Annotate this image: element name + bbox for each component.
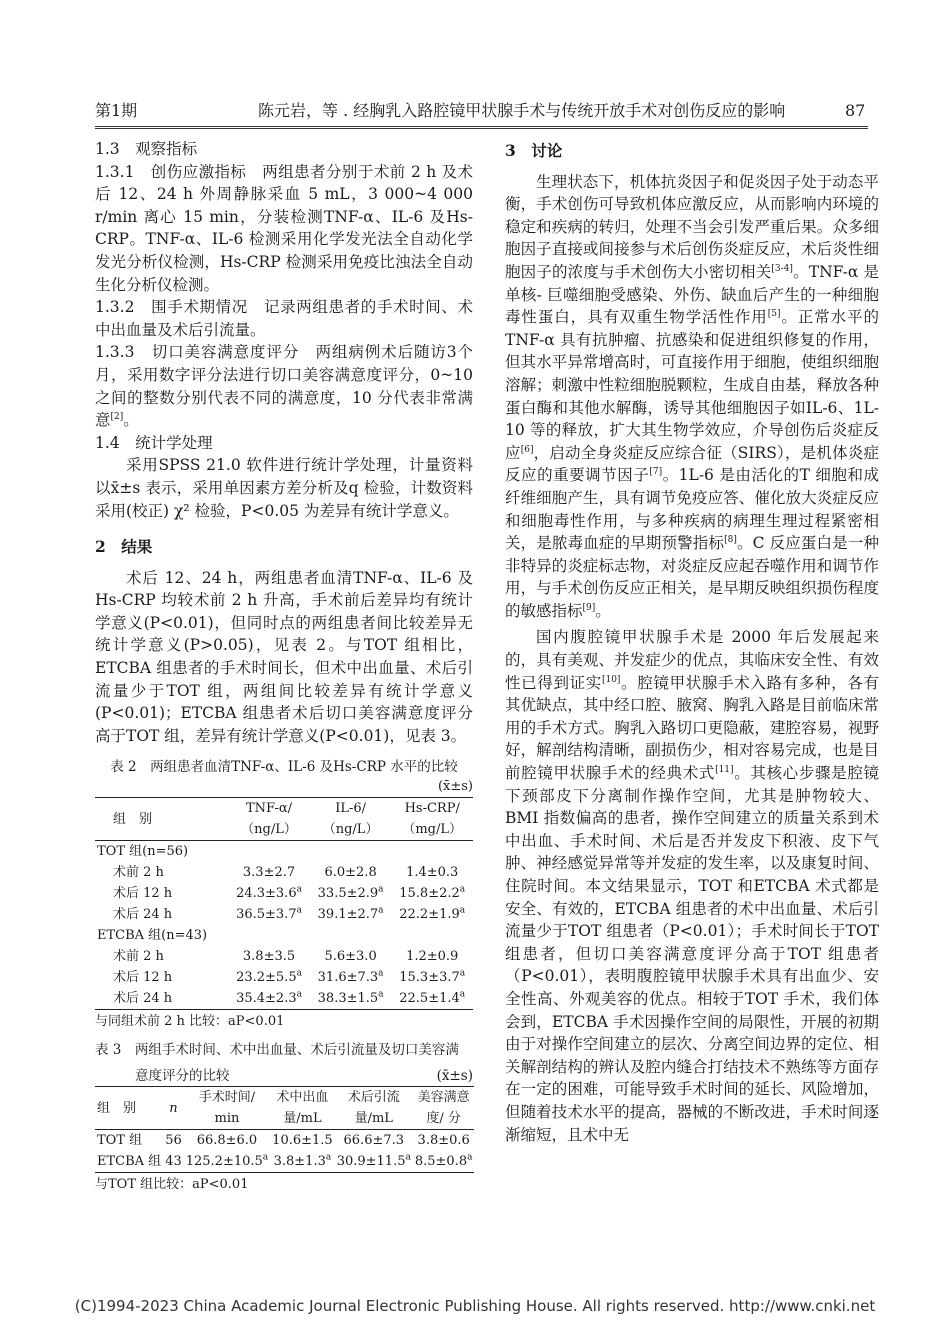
table2-cell-value: 31.6±7.3 [317, 970, 379, 986]
citation: [2] [110, 411, 124, 422]
table3-row-label: TOT 组 [97, 1133, 143, 1149]
table2-cell [310, 841, 392, 863]
citation: [10] [601, 674, 621, 685]
section-2-text: 术后 12、24 h，两组患者血清TNF-α、IL-6 及Hs-CRP 均较术前 2 h 升高，手术前后差异均有统计学意义(P<0.01)，但同时点的两组患者间比较差异无统计学意义(P>0.05)，见表 2。与TOT 组相比，ETCBA 组患者的手术时间长，但术中出血量、术后引流量少于TOT 组，两组间比较差异有统计学意义(P<0.01)；ETCBA 组患者术后切口美容满意度评分高于TOT 组，差异有统计学意义(P<0.01)，见表 3。 [95, 568, 473, 745]
table3-cell-value: 3.8±1.3 [273, 1154, 326, 1170]
significance-mark: a [296, 990, 302, 1001]
table2-cell-value: 15.3±3.7 [399, 970, 460, 986]
table3-row [95, 1130, 474, 1152]
paragraph-text: 。正常水平的TNF-α 具有抗肿瘤、抗感染和促进组织修复的作用，但其水平异常增高时，可直接作用于细胞，使组织细胞溶解；刺激中性粒细胞脱颗粒，生成自由基，释放各种蛋白酶和其他水解酶，诱导其他细胞因子如IL-6、1L-10 等的释放，扩大其生物学效应，介导创伤后炎症反应 [505, 308, 879, 462]
table2-cell-value: 22.5±1.4 [399, 991, 460, 1007]
table3-row [95, 1151, 474, 1173]
discussion-paragraph-2 [505, 626, 879, 1146]
table2-cell-value: 35.4±2.3 [236, 991, 297, 1007]
table3-footnote: 与TOT 组比较：aP<0.01 [95, 1177, 249, 1193]
table2-cell [391, 988, 473, 1010]
citation: [9] [582, 602, 596, 613]
significance-mark: a [467, 1153, 473, 1164]
table2-cell [228, 883, 310, 904]
significance-mark: a [296, 969, 302, 980]
table2-row-label: 术前 2 h [113, 949, 164, 965]
table2-cell [310, 883, 392, 904]
table3-header: 术后引流 [347, 1090, 400, 1106]
section-1-4-text: 采用SPSS 21.0 软件进行统计学处理，计量资料以x̄±s 表示，采用单因素方差分析及q 检验，计数资料采用(校正) χ² 检验，P<0.05 为差异有统计学意义。 [95, 456, 473, 520]
table3-cell [270, 1130, 335, 1152]
section-1-3-3 [95, 341, 473, 431]
table3-cell [413, 1151, 475, 1173]
section-1-3-title: 1.3 观察指标 [95, 140, 198, 158]
significance-mark: a [325, 1153, 332, 1164]
section-1-4-title: 1.4 统计学处理 [95, 433, 213, 452]
table2-unit: (x̄±s) [437, 779, 473, 795]
issue-label: 第1期 [95, 101, 138, 120]
table2-cell [310, 988, 392, 1010]
table2-row [95, 988, 473, 1010]
table2 [95, 797, 473, 1010]
table2-cell [391, 925, 473, 946]
paragraph-text: 。1L-6 是由活化的T 细胞和成纤维细胞产生，具有调节免疫应答、催化放大炎症反应和细胞毒性作用，与多种疾病的病理生理过程紧密相关，是脓毒血症的早期预警指标 [505, 466, 879, 553]
table3-cell [184, 1151, 270, 1173]
table2-cell-value: 39.1±2.7 [317, 907, 379, 923]
table2-cell [228, 925, 310, 946]
section-2-title: 2 结果 [95, 537, 153, 557]
table2-cell-value: 36.5±3.7 [236, 907, 297, 923]
table2-group-row [95, 925, 473, 946]
table2-cell [310, 925, 392, 946]
table2-cell [391, 841, 473, 863]
section-1-3-1: 1.3.1 创伤应激指标 两组患者分别于术前 2 h 及术后 12、24 h 外周静脉采血 5 mL，3 000~4 000 r/min 离心 15 min，分装检测TNF-α、IL-6 及Hs-CRP。TNF-α、IL-6 检测采用化学发光法全自动化学发光分析仪检测，Hs-CRP 检测采用免疫比浊法全自动生化分析仪检测。 [95, 162, 473, 294]
table2-cell-value: 33.5±2.9 [317, 886, 379, 902]
paragraph-text: 。腔镜甲状腺手术入路有多种，各有其优缺点，其中经口腔、腋窝、胸乳入路是目前临床常用的手术方式。胸乳入路切口更隐蔽，建腔容易，视野好，解剖结构清晰，副损伤少，相对容易完成，也是目前腔镜甲状腺手术的经典术式 [505, 673, 879, 783]
table3-cell [270, 1151, 335, 1173]
significance-mark: a [459, 885, 466, 896]
table3-cell-value: 125.2±10.5 [185, 1154, 263, 1170]
paragraph-text: 生理状态下，机体抗炎因子和促炎因子处于动态平衡，手术创伤可导致机体应激反应，从而影响内环境的稳定和疾病的转归，处理不当会引发严重后果。众多细胞因子直接或间接参与术后创伤炎症反应，术后炎性细胞因子的浓度与手术创伤大小密切相关 [505, 172, 879, 281]
table2-cell [228, 946, 310, 967]
paragraph-text: 。 [595, 601, 611, 620]
significance-mark: a [378, 969, 384, 980]
significance-mark: a [296, 906, 302, 917]
table3-row-label: ETCBA 组 [97, 1154, 162, 1170]
paragraph-text: 。其核心步骤是腔镜下颈部皮下分离制作操作空间，尤其是肿物较大、BMI 指数偏高的患者，操作空间建立的质量关系到术中出血、手术时间、术后是否并发皮下积液、皮下气肿、神经感觉异常等并发症的发生率，以及康复时间、住院时间。本文结果显示，TOT 和ETCBA 术式都是安全、有效的，ETCBA 组患者的术中出血量、术后引流量少于TOT 组患者（P<0.01）；手术时间长于TOT 组患者，但切口美容满意度评分高于TOT 组患者（P<0.01），表明腹腔镜甲状腺手术具有出血少、安全性高、外观美容的优点。相较于TOT 手术，我们体会到，ETCBA 手术因操作空间的局限性，开展的初期由于对操作空间建立的层次、分离空间边界的定位、相关解剖结构的辨认及腔内缝合打结技术不熟练等方面存在一定的困难，可能导致手术时间的延长、风险增加，但随着技术水平的提高，器械的不断改进，手术时间逐渐缩短，且术中无 [505, 764, 879, 1144]
significance-mark: a [459, 906, 466, 917]
discussion-paragraph-1 [505, 171, 879, 623]
table3-cell [335, 1151, 413, 1173]
table2-row-label: 术后 24 h [113, 991, 173, 1007]
table2-cell-value: 5.6±3.0 [324, 949, 377, 965]
significance-mark: a [378, 906, 384, 917]
right-column [505, 138, 879, 1146]
citation: [5] [767, 309, 781, 319]
table2-header-unit: （mg/L） [391, 819, 473, 841]
table2-row-label: 术前 2 h [113, 865, 164, 881]
table2-row [95, 946, 473, 967]
citation: [7] [649, 467, 663, 478]
table2-row [95, 967, 473, 988]
table2-cell [310, 904, 392, 925]
section-1-3-2: 1.3.2 围手术期情况 记录两组患者的手术时间、术中出血量及术后引流量。 [95, 298, 473, 339]
table2-row [95, 862, 473, 883]
table3-header-unit: min [184, 1108, 270, 1130]
significance-mark: a [262, 1153, 269, 1164]
table2-row-label: 术后 24 h [113, 907, 173, 923]
table3-cell-value: 66.6±7.3 [343, 1133, 405, 1149]
header-rule [95, 126, 868, 127]
page-number: 87 [845, 101, 866, 120]
table2-cell [310, 862, 392, 883]
table2-cell [228, 904, 310, 925]
section-1-3-3-end: 。 [123, 411, 139, 430]
table2-cell [391, 946, 473, 967]
table3-cell-value: 30.9±11.5 [336, 1154, 406, 1170]
table3-cell-value: 66.8±6.0 [196, 1133, 258, 1149]
table3-cell-value: 8.5±0.8 [414, 1154, 468, 1170]
paragraph-text: 国内腹腔镜甲状腺手术是 2000 年后发展起来的，具有美观、并发症少的优点，其临床安全性、有效性已得到证实 [505, 628, 879, 692]
table2-cell-value: 15.8±2.2 [399, 886, 460, 902]
section-1-3-3-text: 1.3.3 切口美容满意度评分 两组病例术后随访3个月，采用数字评分法进行切口美容满意度评分，0~10 之间的整数分别代表不同的满意度，10 分代表非常满意 [95, 343, 473, 430]
table2-row [95, 904, 473, 925]
table2-cell [391, 904, 473, 925]
table2-col-group: 组 别 [95, 798, 228, 841]
citation: [3-4] [771, 263, 793, 274]
table2-cell [228, 862, 310, 883]
citation: [11] [715, 764, 734, 775]
significance-mark: a [296, 885, 302, 896]
table3-n: 43 [165, 1154, 182, 1170]
table2-cell [228, 967, 310, 988]
table2-header: Hs-CRP/ [404, 801, 460, 817]
table2-cell [391, 862, 473, 883]
table3-header: 术中出血 [276, 1090, 329, 1106]
table3-caption-line1: 表 3 两组手术时间、术中出血量、术后引流量及切口美容满 [95, 1042, 459, 1059]
table2-cell [310, 967, 392, 988]
table2-cell [228, 988, 310, 1010]
table2-caption: 表 2 两组患者血清TNF-α、IL-6 及Hs-CRP 水平的比较 [110, 759, 458, 776]
table3-caption-line2-text: 意度评分的比较 [135, 1068, 230, 1085]
table2-row-label: 术后 12 h [113, 886, 173, 902]
table2-row [95, 883, 473, 904]
significance-mark: a [405, 1153, 411, 1164]
table3-cell [184, 1130, 270, 1152]
section-3-title: 3 讨论 [505, 141, 563, 160]
table3-cell-value: 3.8±0.6 [417, 1133, 470, 1149]
table2-cell [391, 967, 473, 988]
table3-cell-value: 10.6±1.5 [272, 1133, 333, 1149]
table2-group-row [95, 841, 473, 863]
table3-header-unit: 度/ 分 [413, 1108, 475, 1130]
paragraph-text: ，启动全身炎症反应综合征（SIRS），是机体炎症反应的重要调节因子 [505, 443, 879, 485]
table2-cell-value: 1.4±0.3 [406, 865, 459, 881]
table2-header-unit: （ng/L） [310, 819, 392, 841]
table2-header: IL-6/ [335, 801, 366, 817]
table2-row-label: TOT 组(n=56) [97, 844, 189, 860]
table2-cell [391, 883, 473, 904]
significance-mark: a [378, 885, 384, 896]
running-title: 陈元岩，等 . 经胸乳入路腔镜甲状腺手术与传统开放手术对创伤反应的影响 [258, 101, 786, 120]
paragraph-text: 。C 反应蛋白是一种非特异的炎症标志物，对炎症反应起吞噬作用和调节作用，与手术创伤反应正相关，是早期反映组织损伤程度的敏感指标 [505, 534, 879, 620]
table2-cell-value: 22.2±1.9 [399, 907, 460, 923]
significance-mark: a [459, 969, 466, 980]
table3-header-unit: 量/mL [270, 1108, 335, 1130]
table3-cell [413, 1130, 475, 1152]
table3-caption-line2 [95, 1066, 473, 1086]
table2-cell [228, 841, 310, 863]
table2-cell-value: 38.3±1.5 [317, 991, 379, 1007]
table3 [95, 1086, 474, 1173]
table2-cell-value: 6.0±2.8 [324, 865, 377, 881]
table3-cell [335, 1130, 413, 1152]
table3-unit: (x̄±s) [436, 1068, 473, 1085]
table3-header-unit: 量/mL [335, 1108, 413, 1130]
header-rule-2 [95, 128, 868, 129]
table3-header: 美容满意 [417, 1090, 470, 1106]
table3-n: 56 [165, 1133, 182, 1149]
table2-cell-value: 1.2±0.9 [406, 949, 459, 965]
table2-cell [310, 946, 392, 967]
left-column [95, 138, 473, 1201]
citation: [6] [520, 444, 534, 455]
paragraph-text: 。TNF-α 是单核- 巨噬细胞受感染、外伤、缺血后产生的一种细胞毒性蛋白，具有双重生物学活性作用 [505, 262, 879, 327]
table2-row-label: 术后 12 h [113, 970, 173, 986]
table2-cell-value: 3.3±2.7 [242, 865, 296, 881]
significance-mark: a [459, 990, 466, 1001]
table3-header: 手术时间/ [198, 1090, 256, 1106]
copyright-footer: (C)1994-2023 China Academic Journal Electronic Publishing House. All rights reserved. http://www.cnki.net [74, 1297, 876, 1315]
table2-row-label: ETCBA 组(n=43) [97, 928, 208, 944]
significance-mark: a [378, 990, 384, 1001]
citation: [8] [724, 534, 737, 545]
table2-cell-value: 3.8±3.5 [242, 949, 296, 965]
table2-header-unit: （ng/L） [228, 819, 310, 841]
table3-col-group: 组 别 [95, 1087, 163, 1130]
table3-col-n: n [163, 1087, 184, 1130]
table2-cell-value: 24.3±3.6 [236, 886, 297, 902]
table2-header: TNF-α/ [246, 801, 293, 817]
table2-cell-value: 23.2±5.5 [236, 970, 297, 986]
table2-footnote: 与同组术前 2 h 比较：aP<0.01 [95, 1014, 285, 1030]
